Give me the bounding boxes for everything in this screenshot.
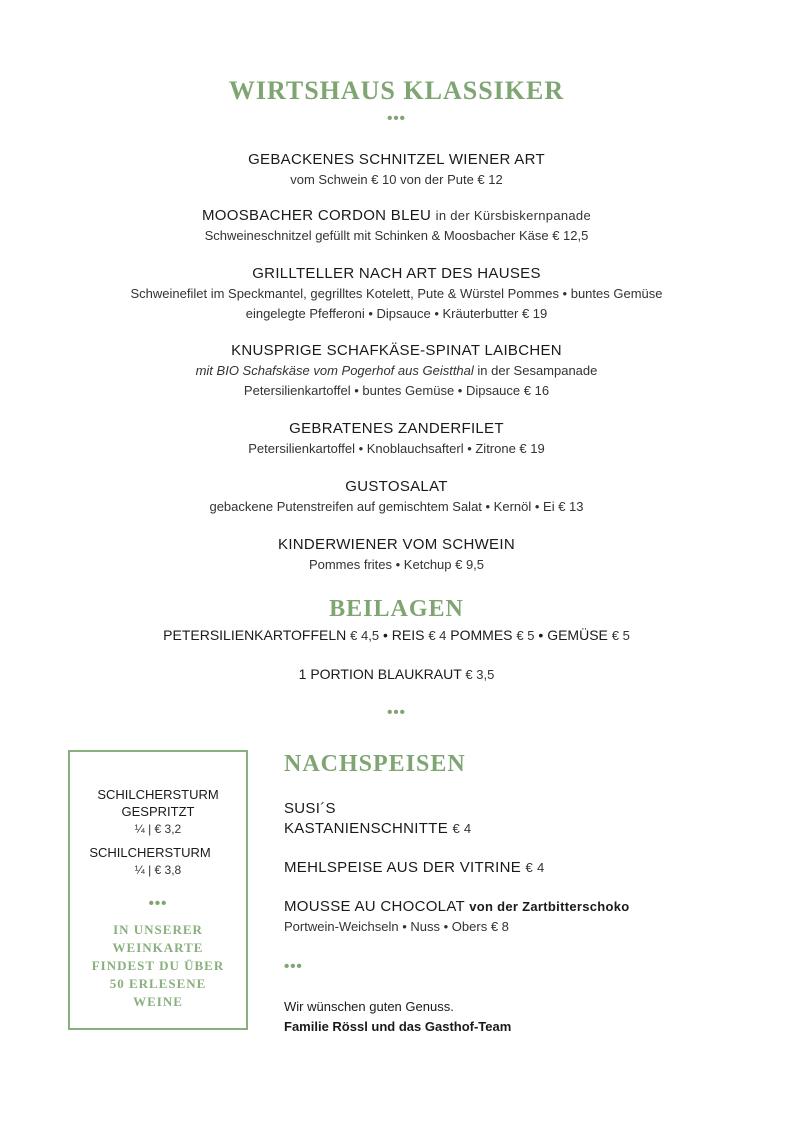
side-name: POMMES	[450, 627, 513, 643]
dessert-title-row	[284, 819, 704, 839]
dish-description: Pommes frites • Ketchup € 9,5	[308, 557, 485, 572]
dish-description: gebackene Putenstreifen auf gemischtem Salat • Kernöl • Ei € 13	[209, 499, 584, 514]
wine-note-line: FINDEST DU ÜBER	[91, 958, 225, 973]
dots-divider: •••	[284, 958, 303, 975]
dish-origin-italic: mit BIO Schafskäse vom Pogerhof aus Geistthal	[195, 363, 474, 378]
dessert-mehlspeise	[284, 858, 704, 878]
dessert-kastanienschnitte	[284, 799, 704, 839]
section-heading-klassiker: WIRTSHAUS KLASSIKER	[228, 76, 565, 105]
side-price: € 4	[428, 628, 447, 643]
dish-title-suffix: in der Kürsbiskernpanade	[435, 208, 591, 223]
side-price: € 5	[611, 628, 630, 643]
side-price: € 3,5	[465, 667, 495, 682]
side-blaukraut-line	[0, 664, 793, 685]
wine-title: SCHILCHERSTURM	[97, 787, 219, 802]
dessert-description: Portwein-Weichseln • Nuss • Obers € 8	[284, 919, 509, 934]
dish-title-row	[0, 206, 793, 226]
dots-divider: •••	[148, 895, 168, 912]
dish-grillteller	[0, 264, 793, 324]
wine-note-line: 50 ERLESENE	[109, 976, 207, 991]
dish-description: vom Schwein € 10 von der Pute € 12	[290, 172, 503, 187]
dish-zanderfilet	[0, 419, 793, 459]
dish-description: Petersilienkartoffel • Knoblauchsafterl • Zitrone € 19	[248, 441, 545, 456]
dish-title: GEBACKENES SCHNITZEL WIENER ART	[248, 151, 545, 168]
side-dishes-line	[0, 625, 793, 646]
dish-origin-row	[0, 361, 793, 381]
section-heading-beilagen: BEILAGEN	[329, 596, 464, 622]
dessert-title: KASTANIENSCHNITTE	[284, 820, 449, 837]
wine-item	[70, 786, 246, 838]
wine-info-box	[68, 750, 248, 1030]
dish-schnitzel	[0, 150, 793, 190]
side-name: PETERSILIENKARTOFFELN	[163, 627, 347, 643]
wine-item	[54, 844, 246, 861]
dish-origin-suffix: in der Sesampanade	[477, 363, 598, 378]
dessert-title-row	[284, 897, 704, 917]
dish-description: Schweineschnitzel gefüllt mit Schinken & Moosbacher Käse € 12,5	[204, 228, 589, 243]
dish-description: eingelegte Pfefferoni • Dipsauce • Kräuterbutter € 19	[245, 306, 548, 321]
dish-title: GUSTOSALAT	[345, 478, 448, 495]
dish-title: KNUSPRIGE SCHAFKÄSE-SPINAT LAIBCHEN	[231, 342, 562, 359]
wine-price: ¼ | € 3,8	[134, 863, 182, 877]
side-name: GEMÜSE	[547, 627, 608, 643]
dessert-title-row	[284, 858, 704, 878]
dessert-title: MEHLSPEISE AUS DER VITRINE	[284, 859, 522, 876]
dish-gustosalat	[0, 477, 793, 517]
dish-title: MOOSBACHER CORDON BLEU	[202, 207, 432, 224]
dessert-price: € 4	[525, 860, 545, 875]
closing-message	[284, 997, 511, 1037]
closing-line: Wir wünschen guten Genuss.	[284, 999, 454, 1014]
closing-signature: Familie Rössl und das Gasthof-Team	[284, 1019, 512, 1034]
side-price: € 4,5	[350, 628, 380, 643]
dessert-title-suffix: von der Zartbitterschoko	[469, 899, 630, 914]
dish-description: Petersilienkartoffel • buntes Gemüse • Dipsauce € 16	[243, 383, 550, 398]
dish-title: GRILLTELLER NACH ART DES HAUSES	[252, 265, 541, 282]
wine-note-line: WEINE	[133, 994, 183, 1009]
dish-kinderwiener	[0, 535, 793, 575]
side-price: € 5	[516, 628, 535, 643]
wine-note-line: IN UNSERER	[113, 922, 203, 937]
wine-title: SCHILCHERSTURM	[89, 845, 211, 860]
dessert-title: SUSI´S	[284, 800, 336, 817]
dish-title: GEBRATENES ZANDERFILET	[289, 420, 504, 437]
dish-description: Schweinefilet im Speckmantel, gegrilltes Kotelett, Pute & Würstel Pommes • buntes Gemüse	[130, 286, 663, 301]
section-heading-nachspeisen: NACHSPEISEN	[284, 751, 466, 777]
dessert-price: € 4	[452, 821, 472, 836]
dish-cordon-bleu	[0, 206, 793, 246]
bullet-separator: •	[382, 627, 388, 643]
dessert-mousse	[284, 897, 704, 937]
wine-note	[70, 921, 246, 1011]
dish-laibchen	[0, 341, 793, 401]
wine-note-line: WEINKARTE	[112, 940, 204, 955]
side-name: REIS	[391, 627, 425, 643]
dessert-title: MOUSSE AU CHOCOLAT	[284, 898, 465, 915]
side-name: 1 PORTION BLAUKRAUT	[298, 666, 462, 682]
dish-title: KINDERWIENER VOM SCHWEIN	[278, 536, 515, 553]
dots-divider: •••	[387, 704, 406, 721]
dots-divider: •••	[387, 110, 406, 127]
wine-price: ¼ | € 3,2	[134, 822, 182, 836]
bullet-separator: •	[538, 627, 544, 643]
wine-title: GESPRITZT	[121, 804, 195, 819]
